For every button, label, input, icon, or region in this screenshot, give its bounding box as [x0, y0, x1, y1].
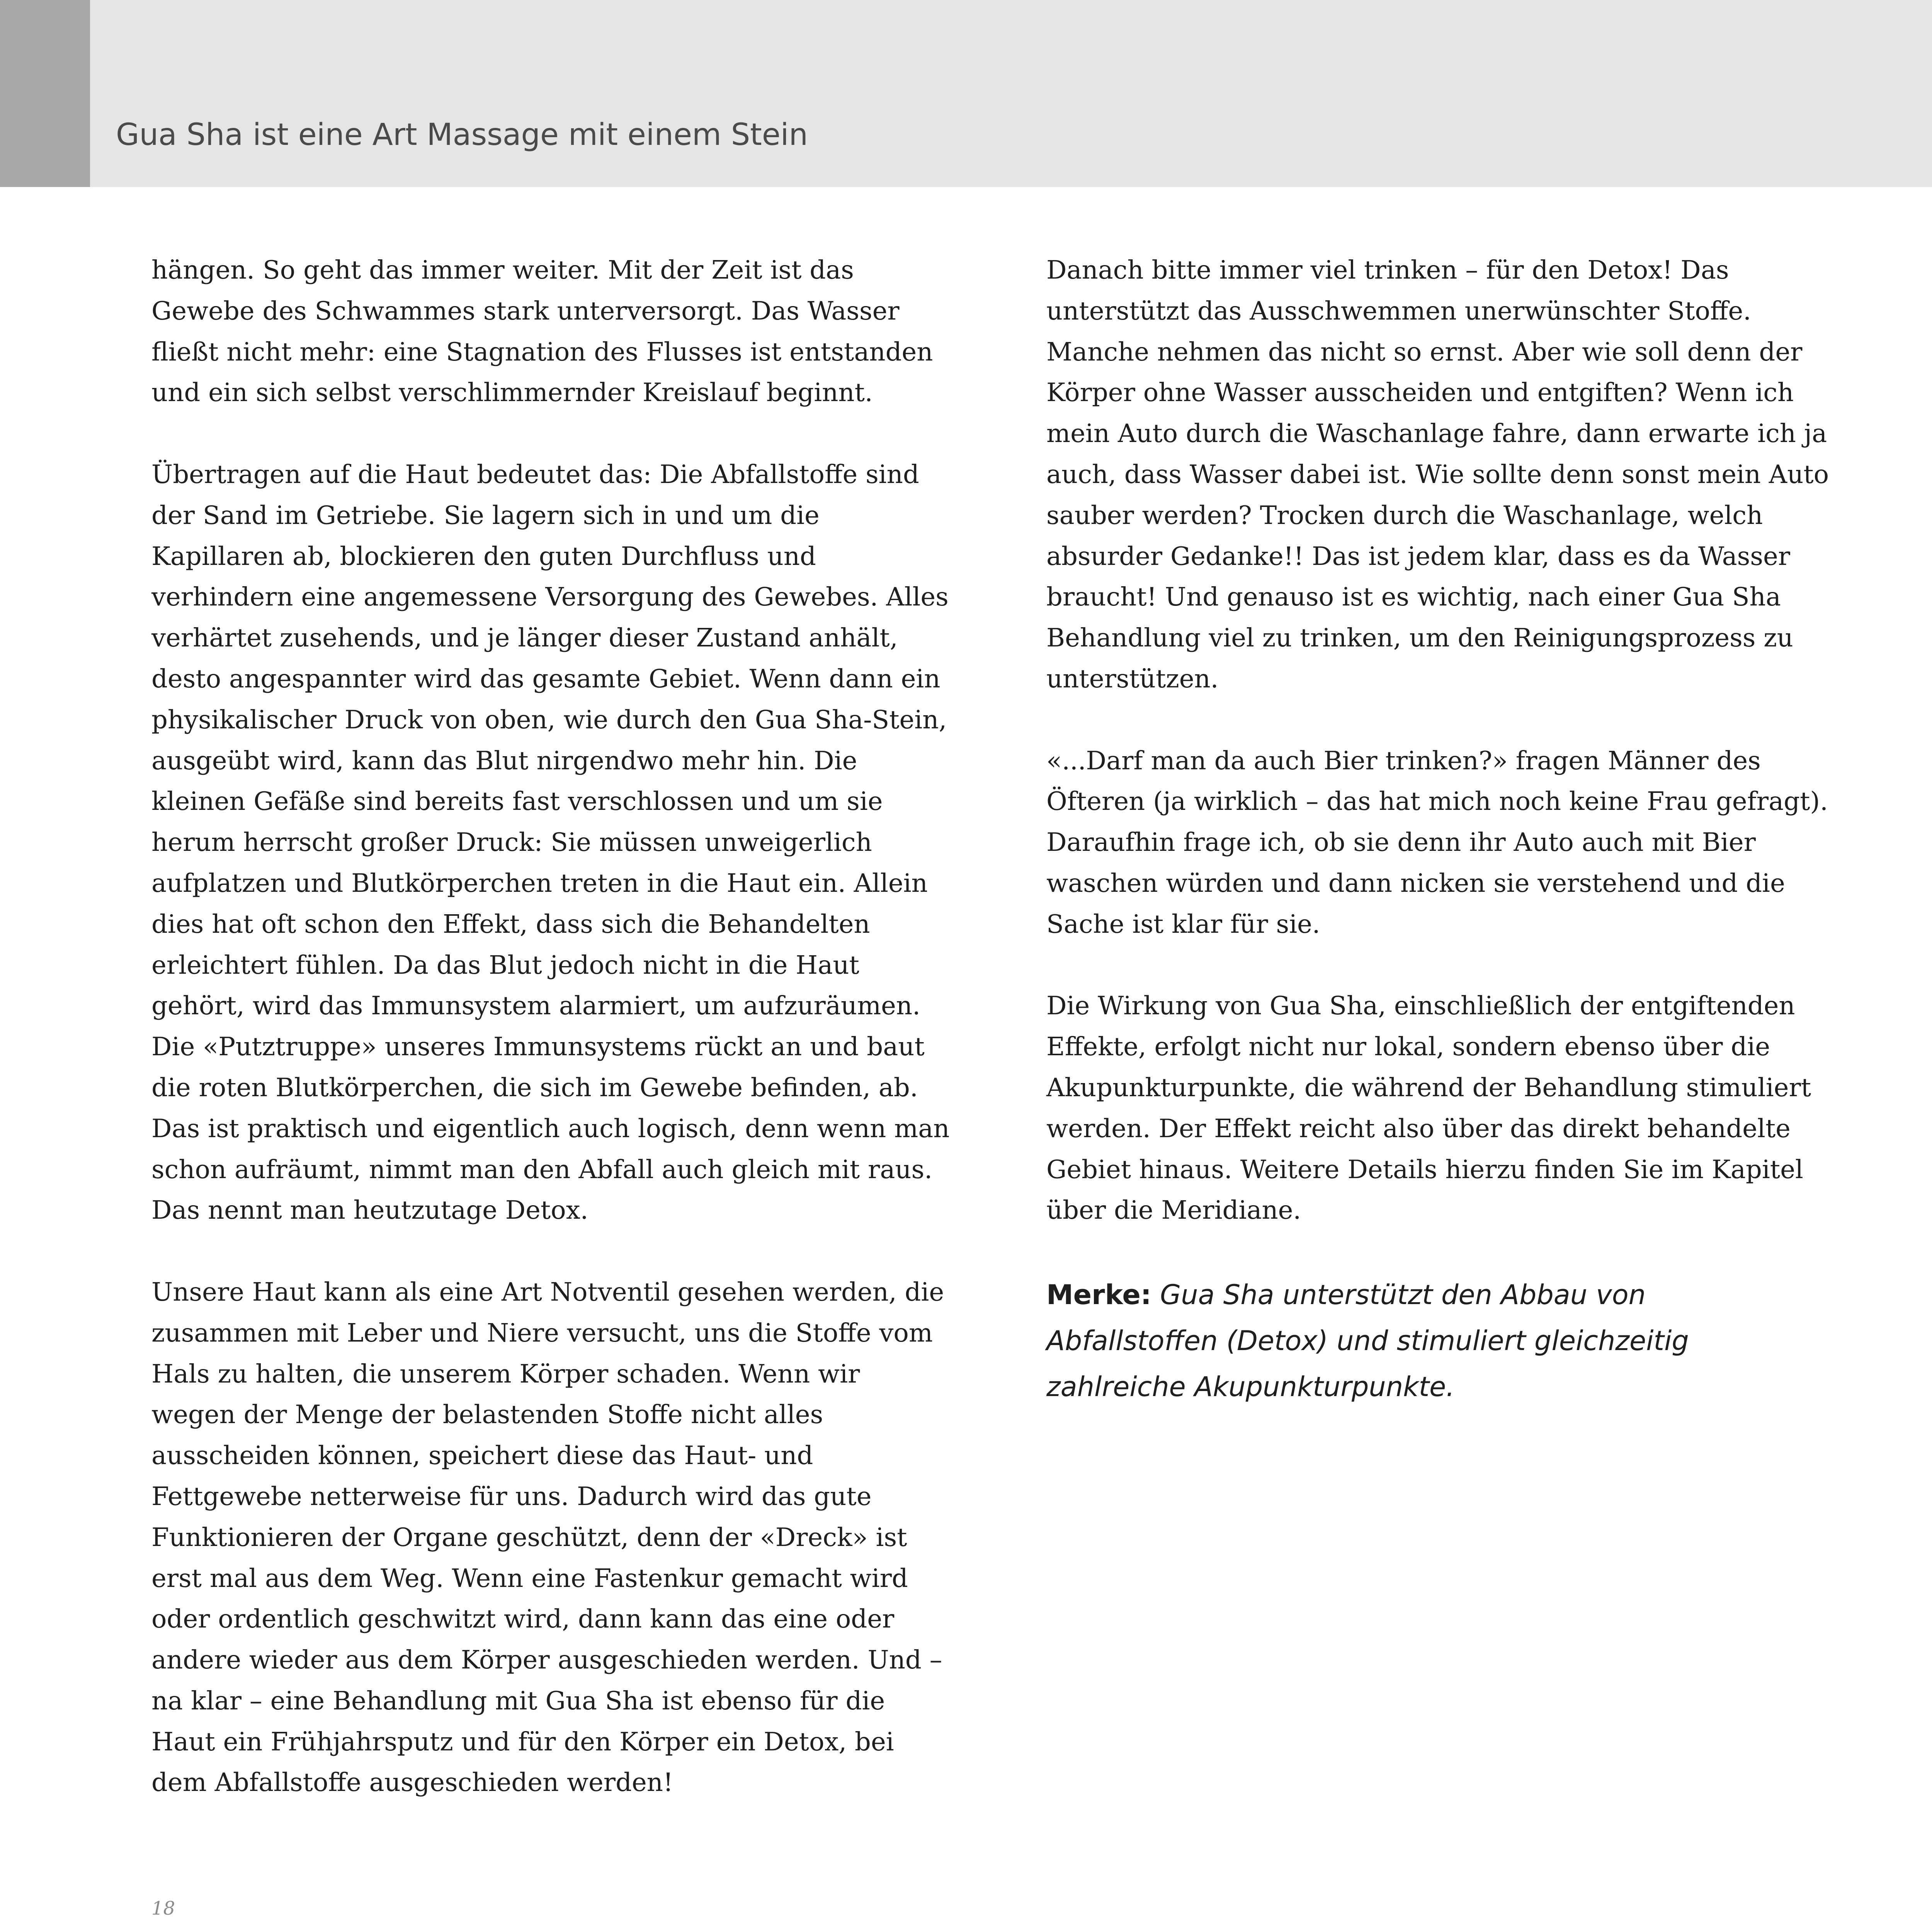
text-line: Effekte, erfolgt nicht nur lokal, sondern ebenso über die	[1046, 1032, 1770, 1062]
text-line: absurder Gedanke!! Das ist jedem klar, dass es da Wasser	[1046, 541, 1790, 571]
merke-label: Merke:	[1046, 1279, 1151, 1311]
text-line: die roten Blutkörperchen, die sich im Gewebe befinden, ab.	[151, 1073, 918, 1102]
text-line: na klar – eine Behandlung mit Gua Sha ist ebenso für die	[151, 1686, 885, 1716]
text-line: herum herrscht großer Druck: Sie müssen unweigerlich	[151, 828, 872, 857]
paragraph	[151, 250, 982, 413]
text-line: Gewebe des Schwammes stark unterversorgt. Das Wasser	[151, 296, 900, 326]
merke-text: Gua Sha unterstützt den Abbau von	[1151, 1279, 1646, 1311]
paragraph	[1046, 250, 1877, 700]
page-number: 18	[151, 1898, 175, 1919]
text-line: dem Abfallstoffe ausgeschieden werden!	[151, 1768, 673, 1798]
text-line: erst mal aus dem Weg. Wenn eine Fastenkur gemacht wird	[151, 1563, 908, 1593]
merke-text: Abfallstoffen (Detox) und stimuliert gleichzeitig	[1046, 1325, 1689, 1357]
text-line: physikalischer Druck von oben, wie durch den Gua Sha-Stein,	[151, 705, 947, 735]
text-line: oder ordentlich geschwitzt wird, dann kann das eine oder	[151, 1604, 895, 1634]
text-line: Fettgewebe netterweise für uns. Dadurch wird das gute	[151, 1481, 872, 1511]
text-line: Die Wirkung von Gua Sha, einschließlich der entgiftenden	[1046, 991, 1795, 1021]
right-column	[1046, 250, 1877, 1410]
text-line: Sache ist klar für sie.	[1046, 909, 1320, 939]
paragraph	[1046, 986, 1877, 1231]
text-line: erleichtert fühlen. Da das Blut jedoch nicht in die Haut	[151, 950, 859, 980]
text-line: verhärtet zusehends, und je länger dieser Zustand anhält,	[151, 623, 898, 653]
merke-line	[1046, 1272, 1877, 1318]
text-line: wegen der Menge der belastenden Stoffe nicht alles	[151, 1400, 823, 1430]
text-line: aufplatzen und Blutkörperchen treten in die Haut ein. Allein	[151, 868, 928, 898]
text-line: desto angespannter wird das gesamte Gebiet. Wenn dann ein	[151, 664, 940, 694]
left-column	[151, 250, 982, 1844]
text-line: werden. Der Effekt reicht also über das direkt behandelte	[1046, 1114, 1791, 1143]
merke-callout	[1046, 1272, 1877, 1410]
header-tab-marker	[0, 0, 90, 187]
paragraph	[151, 454, 982, 1231]
header-band	[0, 0, 1932, 187]
text-line: Behandlung viel zu trinken, um den Reinigungsprozess zu	[1046, 623, 1793, 653]
text-line: ausgeübt wird, kann das Blut nirgendwo mehr hin. Die	[151, 746, 857, 776]
text-line: unterstützen.	[1046, 664, 1219, 694]
text-line: Haut ein Frühjahrsputz und für den Körper ein Detox, bei	[151, 1727, 894, 1757]
text-line: Manche nehmen das nicht so ernst. Aber wie soll denn der	[1046, 337, 1803, 367]
text-line: der Sand im Getriebe. Sie lagern sich in und um die	[151, 500, 820, 530]
text-line: Die «Putztruppe» unseres Immunsystems rückt an und baut	[151, 1032, 925, 1062]
text-line: Akupunkturpunkte, die während der Behandlung stimuliert	[1046, 1073, 1811, 1102]
text-line: über die Meridiane.	[1046, 1196, 1301, 1225]
text-line: und ein sich selbst verschlimmernder Kreislauf beginnt.	[151, 378, 873, 408]
text-line: dies hat oft schon den Effekt, dass sich die Behandelten	[151, 909, 870, 939]
text-line: andere wieder aus dem Körper ausgeschieden werden. Und –	[151, 1645, 942, 1675]
text-line: mein Auto durch die Waschanlage fahre, dann erwarte ich ja	[1046, 419, 1827, 449]
text-line: Öfteren (ja wirklich – das hat mich noch keine Frau gefragt).	[1046, 787, 1828, 816]
paragraph	[1046, 741, 1877, 945]
text-line: Übertragen auf die Haut bedeutet das: Die Abfallstoffe sind	[151, 459, 919, 489]
text-line: verhindern eine angemessene Versorgung des Gewebes. Alles	[151, 582, 949, 612]
paragraph	[151, 1272, 982, 1803]
text-line: Kapillaren ab, blockieren den guten Durchfluss und	[151, 541, 816, 571]
text-line: Funktionieren der Organe geschützt, denn der «Dreck» ist	[151, 1522, 907, 1552]
text-line: Daraufhin frage ich, ob sie denn ihr Auto auch mit Bier	[1046, 828, 1756, 857]
text-line: Das ist praktisch und eigentlich auch logisch, denn wenn man	[151, 1114, 950, 1143]
text-line: Das nennt man heutzutage Detox.	[151, 1196, 588, 1225]
text-line: sauber werden? Trocken durch die Waschanlage, welch	[1046, 500, 1763, 530]
text-line: Danach bitte immer viel trinken – für den Detox! Das	[1046, 255, 1729, 285]
text-line: fließt nicht mehr: eine Stagnation des Flusses ist entstanden	[151, 337, 933, 367]
text-line: ausscheiden können, speichert diese das Haut- und	[151, 1441, 813, 1471]
text-line: hängen. So geht das immer weiter. Mit der Zeit ist das	[151, 255, 854, 285]
text-line: braucht! Und genauso ist es wichtig, nach einer Gua Sha	[1046, 582, 1781, 612]
text-line: «...Darf man da auch Bier trinken?» fragen Männer des	[1046, 746, 1761, 776]
text-line: Körper ohne Wasser ausscheiden und entgiften? Wenn ich	[1046, 378, 1794, 408]
running-title: Gua Sha ist eine Art Massage mit einem Stein	[116, 117, 808, 152]
text-line: Unsere Haut kann als eine Art Notventil gesehen werden, die	[151, 1277, 944, 1307]
text-line: Gebiet hinaus. Weitere Details hierzu finden Sie im Kapitel	[1046, 1155, 1803, 1184]
merke-text: zahlreiche Akupunkturpunkte.	[1046, 1371, 1455, 1403]
text-line: zusammen mit Leber und Niere versucht, uns die Stoffe vom	[151, 1318, 933, 1348]
text-line: auch, dass Wasser dabei ist. Wie sollte denn sonst mein Auto	[1046, 459, 1829, 489]
text-line: Hals zu halten, die unserem Körper schaden. Wenn wir	[151, 1359, 860, 1389]
text-line: kleinen Gefäße sind bereits fast verschlossen und um sie	[151, 787, 883, 816]
text-line: unterstützt das Ausschwemmen unerwünschter Stoffe.	[1046, 296, 1751, 326]
text-line: waschen würden und dann nicken sie verstehend und die	[1046, 868, 1785, 898]
text-line: schon aufräumt, nimmt man den Abfall auch gleich mit raus.	[151, 1155, 933, 1184]
text-line: gehört, wird das Immunsystem alarmiert, um aufzuräumen.	[151, 991, 920, 1021]
